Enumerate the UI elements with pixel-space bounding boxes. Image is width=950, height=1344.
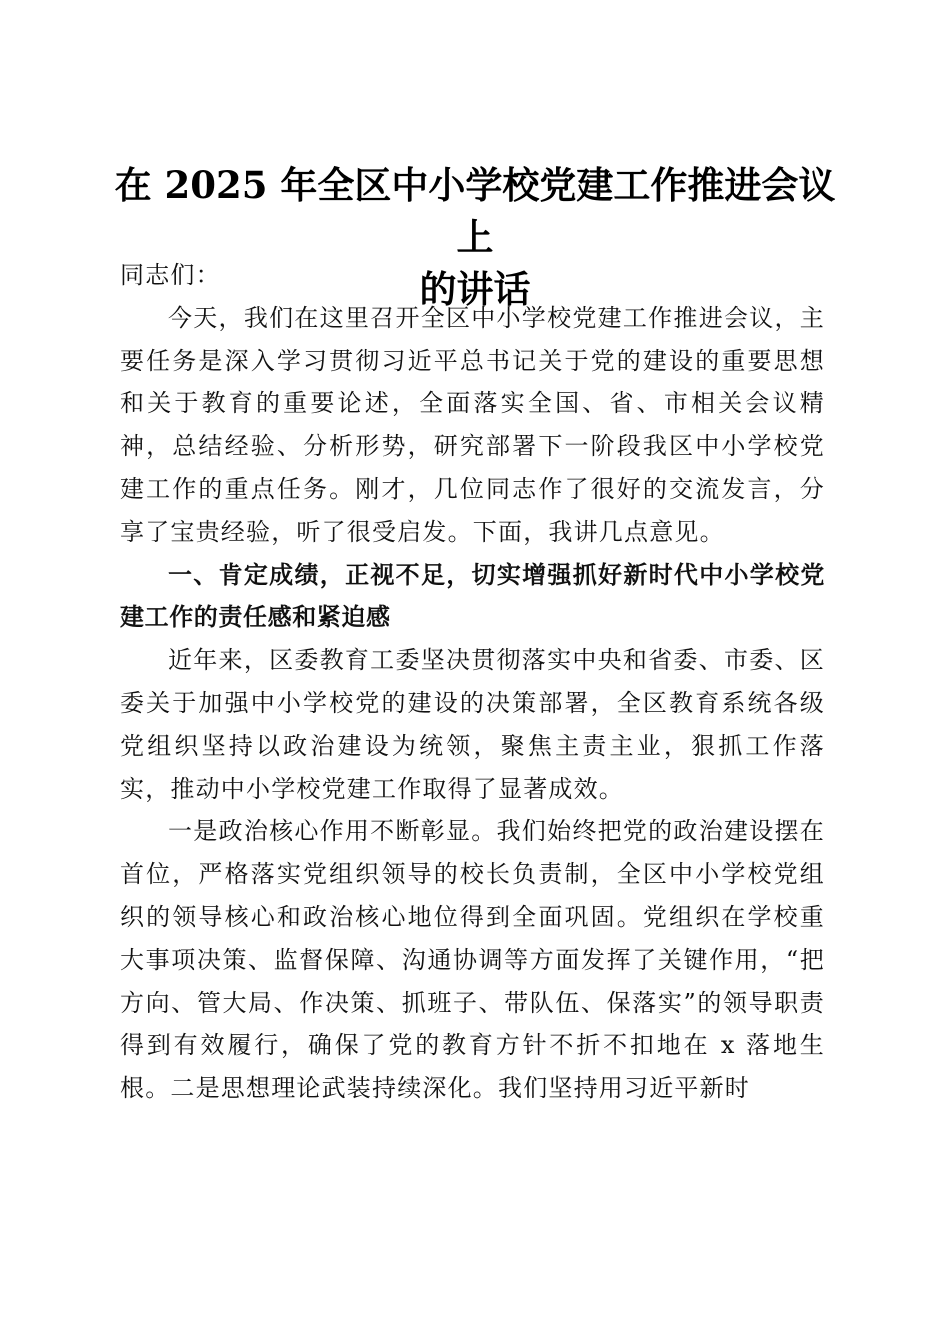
title-line-2: 的讲话 [419,266,531,311]
title-line-1: 在 2025 年全区中小学校党建工作推进会议上 [114,162,836,259]
paragraph-political-core: 一是政治核心作用不断彰显。我们始终把党的政治建设摆在首位，严格落实党组织领导的校长负责制，全区中小学校党组织的领导核心和政治核心地位得到全面巩固。党组织在学校重大事项决策、监督保障、沟通协调等方面发挥了关键作用，“把方向、管大局、作决策、抓班子、带队伍、保落实”的领导职责得到有效履行，确保了党的教育方针不折不扣地在 x 落地生根。二是思想理论武装持续深化。我们坚持用习近平新时 [120,817,825,1103]
paragraph-intro: 今天，我们在这里召开全区中小学校党建工作推进会议，主要任务是深入学习贯彻习近平总书记关于党的建设的重要思想和关于教育的重要论述，全面落实全国、省、市相关会议精神，总结经验、分析形势，研究部署下一阶段我区中小学校党建工作的重点任务。刚才，几位同志作了很好的交流发言，分享了宝贵经验，听了很受启发。下面，我讲几点意见。 [120,303,825,546]
document-body [120,254,825,1110]
salutation: 同志们： [120,261,221,289]
paragraph-achievements: 近年来，区委教育工委坚决贯彻落实中央和省委、市委、区委关于加强中小学校党的建设的决策部署，全区教育系统各级党组织坚持以政治建设为统领，聚焦主责主业，狠抓工作落实，推动中小学校党建工作取得了显著成效。 [120,646,825,803]
section-heading-1: 一、肯定成绩，正视不足，切实增强抓好新时代中小学校党建工作的责任感和紧迫感 [120,560,825,632]
